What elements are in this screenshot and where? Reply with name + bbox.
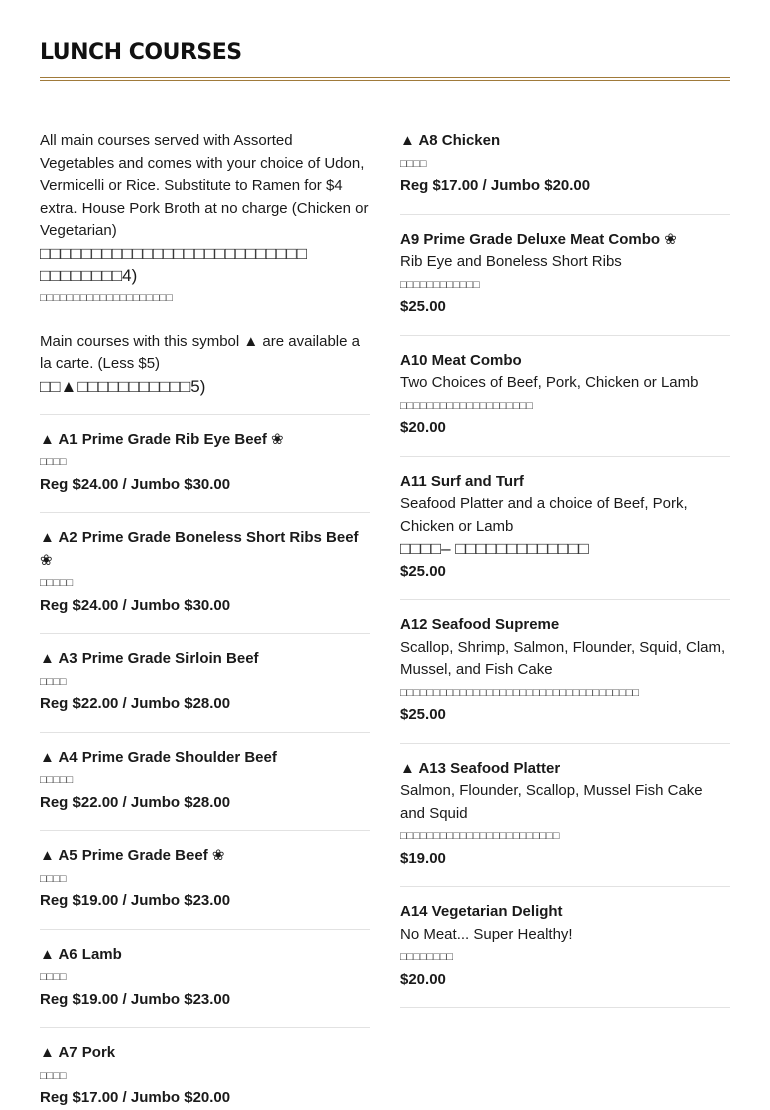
menu-divider [400, 335, 730, 336]
menu-item [40, 1042, 370, 1110]
menu-item-name: A10 Meat Combo [400, 351, 522, 369]
menu-item [400, 229, 730, 319]
menu-item-price: Reg $17.00 / Jumbo $20.00 [40, 1089, 231, 1106]
menu-item-name: ▲ A8 Chicken [400, 132, 501, 149]
intro-description: All main courses served with Assorted Vegetables and comes with your choice of Udon, Vermicelli or Rice. Substitute to Ramen for $4 extra. House Pork Broth at no charge (Chicken or Vegetarian) [40, 132, 369, 239]
menu-item-price: $20.00 [400, 970, 446, 988]
menu-divider [400, 1007, 730, 1008]
menu-item-cjk: □□□□ [400, 157, 427, 170]
menu-divider [400, 743, 730, 744]
menu-item-description: Salmon, Flounder, Scallop, Mussel Fish Cake and Squid [400, 782, 703, 822]
menu-item-price: $25.00 [400, 298, 446, 315]
menu-item-price: Reg $24.00 / Jumbo $30.00 [40, 475, 231, 493]
menu-item-price: Reg $22.00 / Jumbo $28.00 [40, 695, 231, 712]
menu-item-description: Rib Eye and Boneless Short Ribs [400, 253, 622, 270]
left-menu-list [40, 414, 370, 1110]
menu-item-name: ▲ A6 Lamb [40, 945, 122, 963]
menu-item-cjk: □□□□□ [40, 774, 74, 786]
menu-item-name: A9 Prime Grade Deluxe Meat Combo ❀ [400, 230, 677, 248]
menu-item-cjk: □□□□□ [40, 577, 74, 589]
menu-divider [40, 414, 370, 415]
right-menu-list [400, 130, 730, 1008]
menu-item [400, 901, 730, 991]
menu-divider [40, 1027, 370, 1028]
menu-item-cjk: □□□□ [40, 872, 67, 885]
menu-item-price: $25.00 [400, 562, 446, 580]
page-title: LUNCH COURSES [40, 40, 242, 65]
menu-divider [400, 886, 730, 887]
menu-item [40, 648, 370, 716]
menu-item-price: $19.00 [400, 849, 446, 867]
a-la-carte-note: Main courses with this symbol ▲ are available a la carte. (Less $5) [40, 332, 360, 372]
menu-item-cjk: □□□□□□□□□□□□ [400, 278, 480, 291]
menu-divider [40, 830, 370, 831]
title-divider [40, 77, 730, 81]
menu-item-cjk: □□□□□□□□□□□□□□□□□□□□□□□□□□□□□□□□□□□□ [400, 686, 640, 699]
menu-item-cjk: □□□□ [40, 971, 67, 983]
menu-item [400, 758, 730, 871]
menu-item-cjk: □□□□□□□□□□□□□□□□□□□□ [400, 399, 533, 412]
menu-item-cjk: □□□□□□□□ [400, 951, 454, 963]
menu-item-description: Seafood Platter and a choice of Beef, Pork, Chicken or Lamb [400, 495, 688, 535]
menu-divider [40, 633, 370, 634]
menu-item-description: Scallop, Shrimp, Salmon, Flounder, Squid, Clam, Mussel, and Fish Cake [400, 638, 726, 678]
menu-item-name: ▲ A5 Prime Grade Beef ❀ [40, 847, 225, 864]
menu-item-name: ▲ A2 Prime Grade Boneless Short Ribs Beef ❀ [40, 529, 359, 569]
menu-item-cjk: □□□□□□□□□□□□□□□□□□□□□□□□ [400, 830, 560, 842]
menu-item-description: Two Choices of Beef, Pork, Chicken or Lamb [400, 374, 699, 391]
a-la-carte-note-cjk: □□▲□□□□□□□□□□□5) [40, 376, 206, 396]
menu-item-price: $20.00 [400, 419, 446, 436]
menu-item [40, 527, 370, 617]
intro-description-cjk-small: □□□□□□□□□□□□□□□□□□□□ [40, 291, 173, 304]
menu-item [40, 747, 370, 815]
menu-item-price: Reg $24.00 / Jumbo $30.00 [40, 596, 231, 614]
intro-description-cjk: □□□□□□□□□□□□□□□□□□□□□□□□□□ □□□□□□□□4) [40, 243, 307, 285]
menu-item-name: ▲ A1 Prime Grade Rib Eye Beef ❀ [40, 430, 284, 448]
menu-divider [40, 929, 370, 930]
menu-item-price: Reg $19.00 / Jumbo $23.00 [40, 892, 231, 909]
menu-item-price: Reg $19.00 / Jumbo $23.00 [40, 990, 231, 1008]
menu-item-name: A14 Vegetarian Delight [400, 903, 563, 920]
menu-divider [400, 599, 730, 600]
menu-item [40, 429, 370, 497]
right-column [400, 130, 730, 1022]
menu-item-cjk: □□□□– □□□□□□□□□□□□□ [400, 539, 589, 558]
menu-item-name: ▲ A3 Prime Grade Sirloin Beef [40, 650, 259, 667]
menu-item-cjk: □□□□ [40, 456, 67, 468]
menu-item-description: No Meat... Super Healthy! [400, 925, 573, 943]
menu-item-price: $25.00 [400, 706, 446, 723]
menu-item [400, 350, 730, 440]
menu-item [400, 471, 730, 584]
menu-divider [40, 732, 370, 733]
menu-item-cjk: □□□□ [40, 1069, 67, 1082]
menu-divider [400, 214, 730, 215]
menu-item [400, 614, 730, 727]
menu-item [40, 845, 370, 913]
menu-divider [400, 456, 730, 457]
menu-item-name: ▲ A4 Prime Grade Shoulder Beef [40, 748, 277, 766]
menu-item-name: ▲ A7 Pork [40, 1044, 116, 1061]
menu-item-cjk: □□□□ [40, 675, 67, 688]
menu-item-name: ▲ A13 Seafood Platter [400, 759, 561, 777]
menu-item-price: Reg $17.00 / Jumbo $20.00 [400, 177, 591, 194]
menu-item [40, 944, 370, 1012]
menu-divider [40, 512, 370, 513]
left-column [40, 130, 370, 1110]
menu-item-price: Reg $22.00 / Jumbo $28.00 [40, 793, 231, 811]
menu-item-name: A12 Seafood Supreme [400, 616, 560, 633]
intro-section [40, 130, 370, 398]
menu-item [400, 130, 730, 198]
menu-item-name: A11 Surf and Turf [400, 472, 524, 490]
